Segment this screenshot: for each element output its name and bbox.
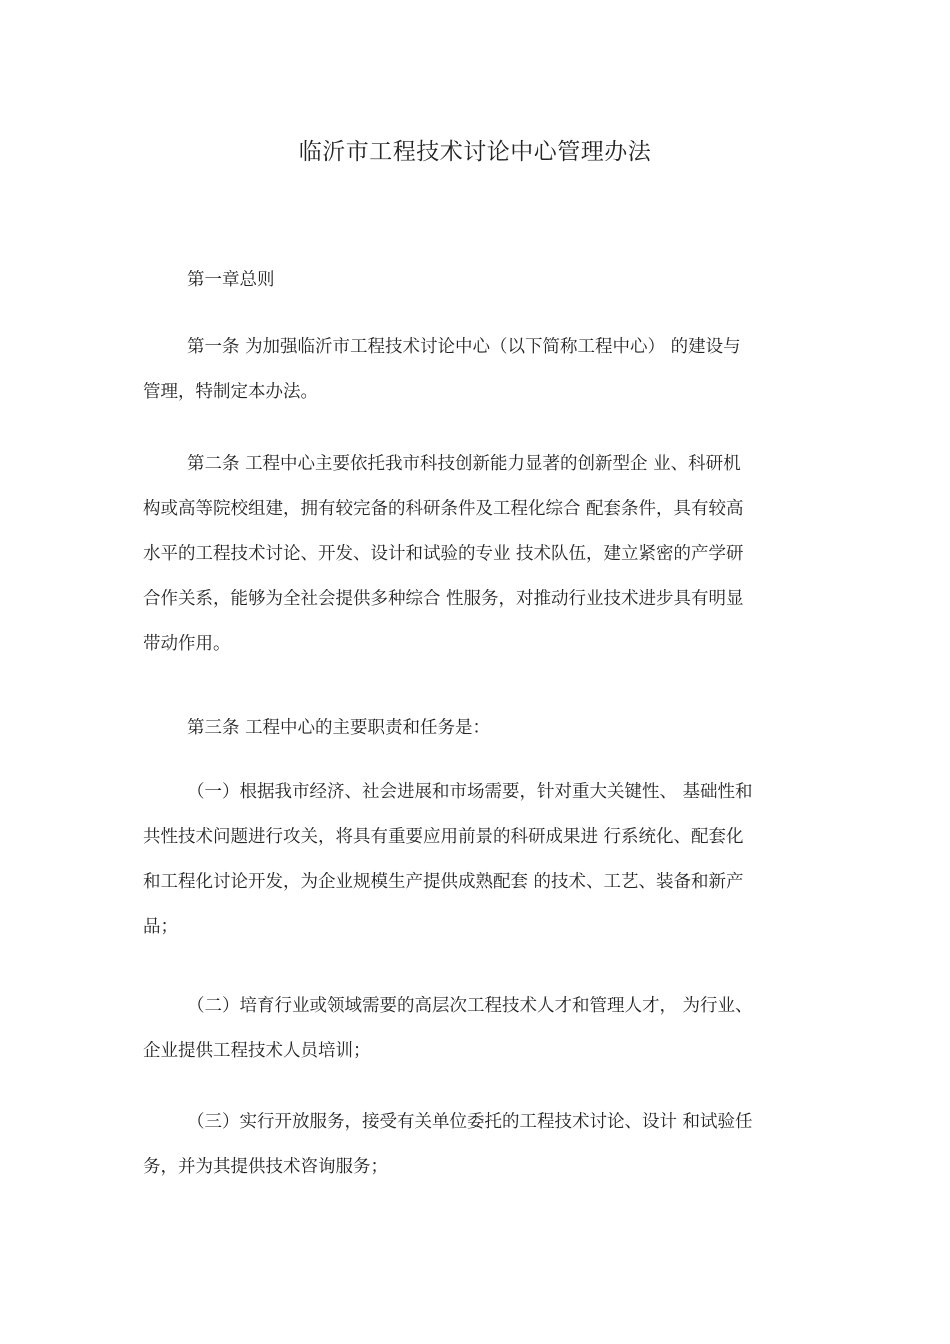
item-3-line: （三）实行开放服务，接受有关单位委托的工程技术讨论、设计 和试验任 (187, 1112, 753, 1132)
article-1 (143, 325, 817, 415)
item-3 (143, 1100, 817, 1190)
article-2-line: 水平的工程技术讨论、开发、设计和试验的专业 技术队伍，建立紧密的产学研 (143, 544, 744, 564)
article-3-line: 第三条 工程中心的主要职责和任务是： (187, 718, 491, 738)
item-1-line: （一）根据我市经济、社会进展和市场需要，针对重大关键性、 基础性和 (187, 782, 753, 802)
article-2-line: 合作关系，能够为全社会提供多种综合 性服务，对推动行业技术进步具有明显 (143, 589, 744, 609)
item-2-line: （二）培育行业或领域需要的高层次工程技术人才和管理人才， 为行业、 (187, 996, 753, 1016)
item-1 (143, 770, 817, 950)
article-3 (143, 706, 817, 751)
article-1-line: 管理，特制定本办法。 (143, 382, 318, 402)
item-1-line: 和工程化讨论开发，为企业规模生产提供成熟配套 的技术、工艺、装备和新产 (143, 872, 744, 892)
chapter-heading (143, 258, 817, 303)
item-1-line: 共性技术问题进行攻关，将具有重要应用前景的科研成果进 行系统化、配套化 (143, 827, 744, 847)
article-2-line: 构或高等院校组建，拥有较完备的科研条件及工程化综合 配套条件，具有较高 (143, 499, 744, 519)
item-2 (143, 984, 817, 1074)
item-3-line: 务，并为其提供技术咨询服务； (143, 1157, 388, 1177)
item-2-line: 企业提供工程技术人员培训； (143, 1041, 371, 1061)
article-2-line: 带动作用。 (143, 634, 231, 654)
chapter-heading-text: 第一章总则 (187, 270, 275, 290)
article-2 (143, 442, 817, 667)
item-1-line: 品； (143, 917, 178, 937)
article-2-line: 第二条 工程中心主要依托我市科技创新能力显著的创新型企 业、科研机 (187, 454, 741, 474)
document-title: 临沂市工程技术讨论中心管理办法 (298, 139, 652, 165)
article-1-line: 第一条 为加强临沂市工程技术讨论中心（以下简称工程中心） 的建设与 (187, 337, 741, 357)
